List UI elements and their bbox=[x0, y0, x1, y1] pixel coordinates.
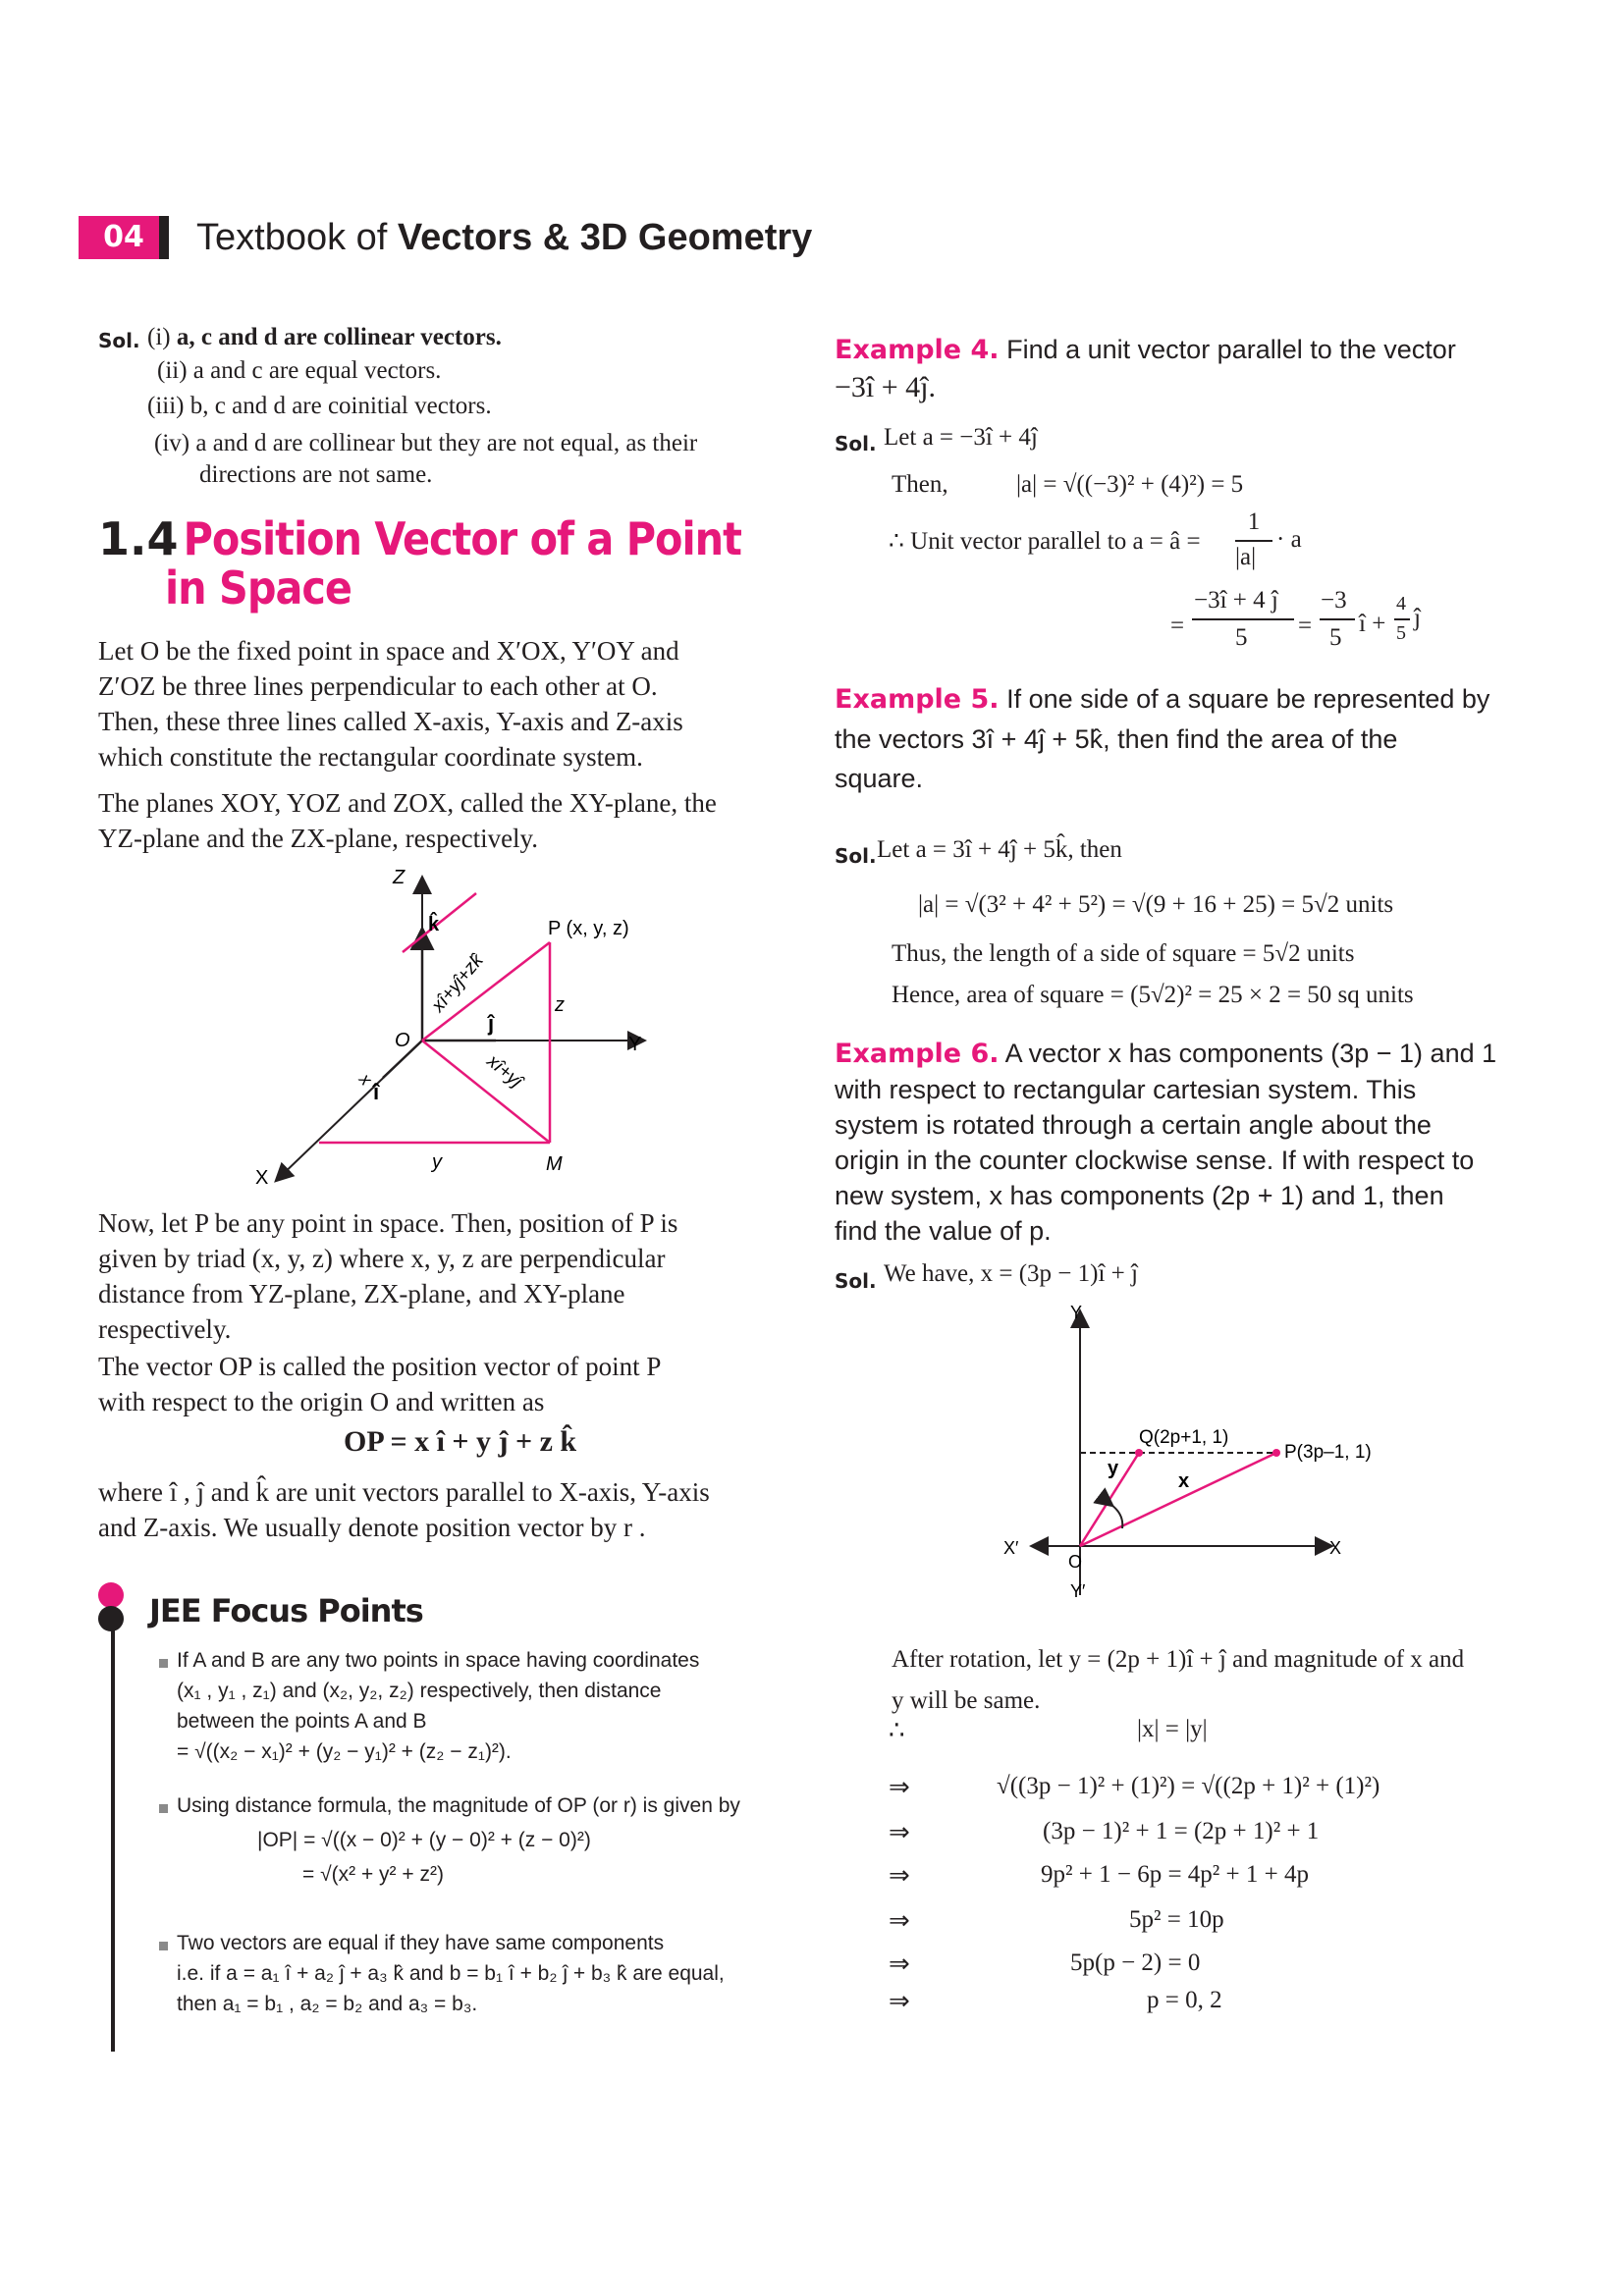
after-rotation: After rotation, let y = (2p + 1)î + ĵ and magnitude of x and y will be same. bbox=[892, 1646, 1465, 1714]
ex5-sol-label: Sol. bbox=[835, 844, 877, 868]
jee-bullet-3 bbox=[159, 1942, 168, 1950]
ex5-sol-line4: Hence, area of square = (5√2)² = 25 × 2 = 50 sq units bbox=[892, 982, 1414, 1008]
ex4-frac-bar bbox=[1235, 540, 1272, 542]
section-heading bbox=[98, 512, 741, 565]
step-sym-4: ⇒ bbox=[889, 1861, 910, 1891]
x-vector-label: x bbox=[1178, 1470, 1190, 1492]
step-eq-4: 9p² + 1 − 6p = 4p² + 1 + 4p bbox=[1041, 1861, 1309, 1888]
ex4-eq-1: = bbox=[1170, 613, 1185, 639]
y-label: y bbox=[432, 1151, 442, 1173]
k-hat-label: k̂ bbox=[428, 914, 440, 935]
ex4-frac3-num: −3 bbox=[1321, 587, 1347, 614]
sol-line-3: (iii) b, c and d are coinitial vectors. bbox=[147, 393, 492, 419]
q-label: Q(2p+1, 1) bbox=[1139, 1427, 1229, 1448]
y-vector-label: y bbox=[1108, 1458, 1119, 1479]
para-5: where î , ĵ and k̂ are unit vectors parallel to X-axis, Y-axis and Z-axis. We usually denote position vector by r . bbox=[98, 1477, 710, 1542]
page-number: 04 bbox=[79, 216, 169, 259]
m-label: M bbox=[546, 1153, 563, 1175]
section-title-line1: Position Vector of a Point bbox=[183, 512, 741, 565]
example-5-label: Example 5. bbox=[835, 684, 1000, 715]
jee-vertical-rule bbox=[111, 1620, 115, 2052]
p-label-2: P(3p–1, 1) bbox=[1284, 1442, 1372, 1463]
position-vector-formula: OP = x î + y ĵ + z k̂ bbox=[344, 1425, 577, 1458]
ex5-sol-line3: Thus, the length of a side of square = 5√2 units bbox=[892, 940, 1355, 967]
sol-line-4: (iv) a and d are collinear but they are not equal, as their bbox=[154, 430, 698, 456]
om-label: xî+yĵ bbox=[482, 1050, 526, 1093]
step-sym-1: ∴ bbox=[889, 1716, 905, 1745]
ex4-eq-2: = bbox=[1298, 613, 1313, 639]
section-title-line2: in Space bbox=[165, 561, 352, 614]
ex4-frac4-num: 4 bbox=[1396, 593, 1406, 614]
ex6-sol-label: Sol. bbox=[835, 1269, 877, 1293]
step-sym-3: ⇒ bbox=[889, 1818, 910, 1847]
ex4-magnitude: |a| = √((−3)² + (4)²) = 5 bbox=[1016, 471, 1244, 498]
x-axis-label: X bbox=[255, 1167, 269, 1189]
step-sym-5: ⇒ bbox=[889, 1906, 910, 1936]
ex4-sol-line1: Let a = −3î + 4ĵ bbox=[884, 424, 1038, 451]
jee-point-3: Two vectors are equal if they have same components i.e. if a = a₁ î + a₂ ĵ + a₃ k̂ and b = b₁ î + b₂ ĵ + b₃ k̂ are equal, then a₁ = b₁ , a₂ = b₂ and a₃ = b₃. bbox=[177, 1932, 725, 2015]
ex4-frac4-den: 5 bbox=[1396, 622, 1406, 644]
j-hat-label: ĵ bbox=[488, 1011, 495, 1036]
ex4-frac2-num: −3î + 4 ĵ bbox=[1194, 587, 1278, 614]
step-sym-7: ⇒ bbox=[889, 1987, 910, 2016]
o-label: O bbox=[395, 1030, 410, 1051]
op-label: xî+yĵ+zk̂ bbox=[427, 950, 488, 1017]
ex4-dot-a: · a bbox=[1276, 526, 1302, 553]
xbar-label: X′ bbox=[1003, 1538, 1019, 1558]
ex4-frac2-den: 5 bbox=[1235, 624, 1248, 651]
header-bar bbox=[159, 216, 169, 259]
step-eq-6: 5p(p − 2) = 0 bbox=[1070, 1949, 1201, 1976]
z-label: z bbox=[555, 994, 565, 1016]
example-6-label: Example 6. bbox=[835, 1039, 1000, 1069]
rotation-arc bbox=[1111, 1505, 1122, 1528]
ex4-frac3-den: 5 bbox=[1329, 624, 1342, 651]
ex4-frac2-bar bbox=[1192, 618, 1294, 620]
ex6-sol-line: We have, x = (3p − 1)î + ĵ bbox=[884, 1260, 1138, 1287]
ex5-sol-line1: Let a = 3î + 4ĵ + 5k̂, then bbox=[877, 836, 1122, 863]
om-line bbox=[422, 1041, 550, 1143]
x-label-2: X bbox=[1329, 1538, 1342, 1558]
example-5: Example 5. If one side of a square be represented by the vectors 3î + 4ĵ + 5k̂, then find the area of the square. bbox=[835, 684, 1490, 793]
step-eq-3: (3p − 1)² + 1 = (2p + 1)² + 1 bbox=[1043, 1818, 1320, 1844]
ex4-frac-den: |a| bbox=[1235, 544, 1257, 570]
i-hat-label: î bbox=[373, 1080, 380, 1104]
book-title-prefix: Textbook of bbox=[196, 217, 398, 258]
ex4-i-plus: î + bbox=[1359, 611, 1386, 637]
jee-point-1: If A and B are any two points in space having coordinates (x₁ , y₁ , z₁) and (x₂, y₂, z₂) respectively, then distance between the points A and B = √((x₂ − x₁)² + (y₂ − y₁)² + (z₂ − z₁)²). bbox=[177, 1649, 700, 1763]
jee-bullet-1 bbox=[159, 1659, 168, 1668]
jee-title: JEE Focus Points bbox=[149, 1592, 423, 1629]
sol-line-2: (ii) a and c are equal vectors. bbox=[157, 357, 442, 384]
ex5-sol-line2: |a| = √(3² + 4² + 5²) = √(9 + 16 + 25) = 5√2 units bbox=[918, 891, 1394, 918]
jee-dot-pink bbox=[98, 1582, 124, 1608]
section-number: 1.4 bbox=[98, 512, 179, 565]
para-2: The planes XOY, YOZ and ZOX, called the XY-plane, the YZ-plane and the ZX-plane, respectively. bbox=[98, 788, 717, 853]
para-1: Let O be the fixed point in space and X′OX, Y′OY and Z′OZ be three lines perpendicular to each other at O. Then, these three lines called X-axis, Y-axis and Z-axis which constitute the rectangular coordinate system. bbox=[98, 636, 683, 772]
example-4-label: Example 4. bbox=[835, 335, 1000, 365]
step-sym-2: ⇒ bbox=[889, 1773, 910, 1802]
step-eq-2: √((3p − 1)² + (1)²) = √((2p + 1)² + (1)²) bbox=[997, 1773, 1380, 1799]
jee-point-2: Using distance formula, the magnitude of OP (or r) is given by |OP| = √((x − 0)² + (y − 0)² + (z − 0)²) = √(x² + y² + z²) bbox=[177, 1794, 740, 1886]
example-4-vector: −3î + 4ĵ. bbox=[835, 371, 937, 403]
ex4-j-hat: ĵ bbox=[1414, 605, 1421, 631]
y-label-2: Y bbox=[1070, 1303, 1083, 1322]
origin-label: O bbox=[1068, 1552, 1083, 1572]
sol-line-1: (i) a, c and d are collinear vectors. bbox=[147, 324, 502, 350]
ex4-sol-label: Sol. bbox=[835, 432, 877, 455]
para-3: Now, let P be any point in space. Then, position of P is given by triad (x, y, z) where x, y, z are perpendicular distance from YZ-plane, ZX-plane, and XY-plane respectively. bbox=[98, 1208, 678, 1344]
example-6: Example 6. A vector x has components (3p − 1) and 1 with respect to rectangular cartesian system. This system is rotated through a certain angle about the origin in the counter clockwise sense. If with respect to new system, x has components (2p + 1) and 1, then find the value of p. bbox=[835, 1039, 1497, 1246]
ex4-unit-vector-text: ∴ Unit vector parallel to a = â = bbox=[889, 528, 1201, 555]
x-small-label: x bbox=[354, 1069, 377, 1090]
p-label: P (x, y, z) bbox=[548, 918, 629, 939]
ex4-frac4-bar bbox=[1394, 618, 1410, 620]
ex4-frac3-bar bbox=[1320, 618, 1355, 620]
step-eq-7: p = 0, 2 bbox=[1147, 1987, 1222, 2013]
ex4-then: Then, bbox=[892, 471, 948, 498]
rotation-figure bbox=[982, 1301, 1414, 1615]
step-eq-1: |x| = |y| bbox=[1137, 1716, 1208, 1742]
y-axis-label: Y bbox=[628, 1034, 642, 1055]
ex4-frac-num: 1 bbox=[1247, 508, 1261, 535]
para-4: The vector OP is called the position vector of point P with respect to the origin O and written as bbox=[98, 1352, 662, 1416]
sol-line-5: directions are not same. bbox=[199, 461, 433, 488]
ybar-label: Y′ bbox=[1070, 1581, 1086, 1601]
step-eq-5: 5p² = 10p bbox=[1129, 1906, 1224, 1933]
jee-bullet-2 bbox=[159, 1804, 168, 1813]
position-vector-figure bbox=[245, 864, 668, 1198]
step-sym-6: ⇒ bbox=[889, 1949, 910, 1979]
book-title bbox=[196, 214, 812, 261]
z-axis-label: Z bbox=[393, 867, 406, 888]
example-4: Example 4. Find a unit vector parallel to the vector bbox=[835, 335, 1456, 365]
sol-label: Sol. bbox=[98, 329, 140, 352]
book-title-bold: Vectors & 3D Geometry bbox=[397, 217, 813, 258]
